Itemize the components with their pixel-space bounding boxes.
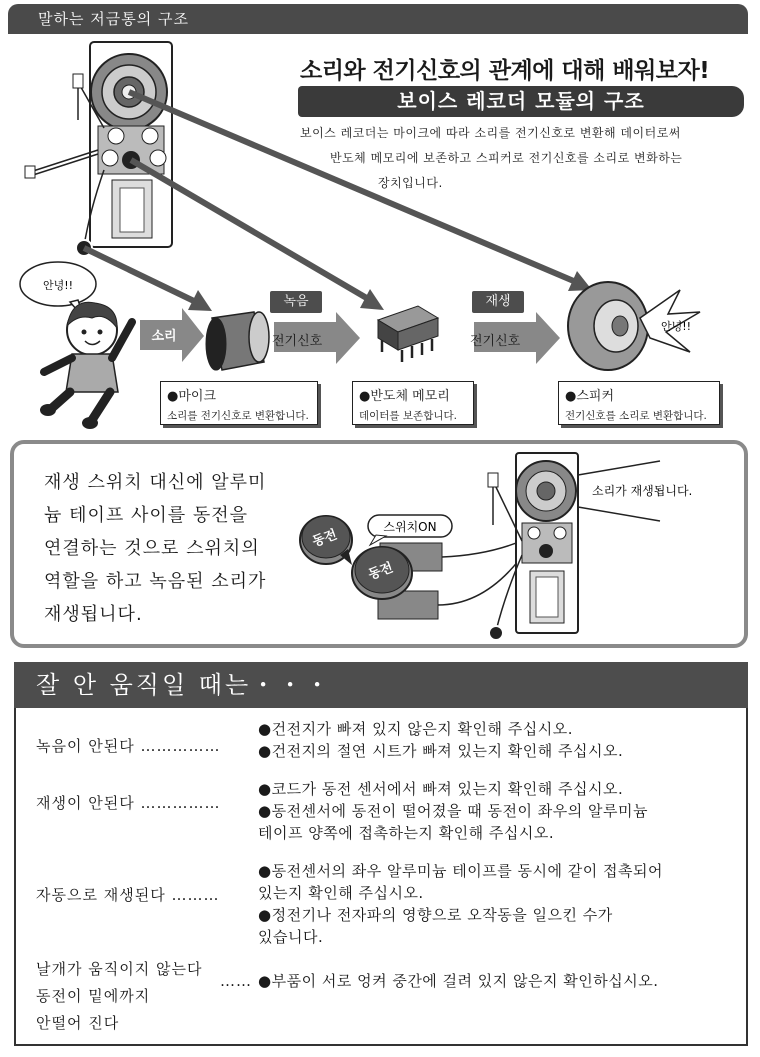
speaker-label-box: [558, 381, 720, 425]
solution-wings: ●부품이 서로 엉켜 중간에 걸려 있지 않은지 확인하십시오.: [258, 972, 659, 990]
memory-chip-illustration: [378, 306, 438, 362]
description-line-1: 보이스 레코더는 마이크에 따라 소리를 전기신호로 변환해 데이터로써: [300, 126, 681, 140]
recorder-diagram: [0, 0, 760, 440]
problem-record: 녹음이 안된다 ……………: [36, 737, 221, 755]
coin-label-1: 동전: [310, 527, 340, 551]
problem-playback: 재생이 안된다 ……………: [36, 794, 221, 812]
mic-label-box: [160, 381, 318, 425]
memory-desc: 데이터를 보존합니다.: [359, 410, 457, 422]
memory-name: ●반도체 메모리: [359, 389, 450, 404]
description-line-2: 반도체 메모리에 보존하고 스피커로 전기신호를 소리로 변화하는: [330, 151, 683, 165]
coin-label-2: 동전: [366, 560, 396, 584]
speaker-desc: 전기신호를 소리로 변환합니다.: [565, 410, 707, 422]
problem-wings-line-3: 안떨어 진다: [36, 1014, 120, 1032]
boy-speech-text: 안녕!!: [42, 279, 74, 292]
sound-plays-label: 소리가 재생됩니다.: [592, 484, 693, 498]
speaker-name: ●스피커: [565, 389, 615, 404]
play-tag: 재생: [472, 291, 524, 313]
switch-on-label: 스위치ON: [383, 520, 437, 534]
coin-switch-diagram: [290, 445, 740, 645]
signal-label-2: 전기신호: [470, 334, 521, 349]
sound-label: 소리: [151, 329, 177, 344]
problem-wings-line-1: 날개가 움직이지 않는다: [36, 960, 203, 978]
solution-auto-play: ●동전센서의 좌우 알루미늄 테이프를 동시에 같이 접촉되어 있는지 확인해 주십시오. ●정전기나 전자파의 영향으로 오작동을 일으킨 수가 있습니다.: [258, 862, 663, 946]
problem-wings-dots: ……: [220, 972, 252, 990]
troubleshooting-title: 잘 안 움직일 때는・・・: [14, 662, 748, 708]
record-tag: 녹음: [270, 291, 322, 313]
switch-explanation: 재생 스위치 대신에 알루미 늄 테이프 사이를 동전을 연결하는 것으로 스위치의 역할을 하고 녹음된 소리가 재생됩니다.: [44, 472, 267, 625]
microphone-illustration: [206, 312, 269, 370]
sub-title: 보이스 레코더 모듈의 구조: [298, 86, 744, 117]
mic-desc: 소리를 전기신호로 변환합니다.: [167, 410, 309, 422]
speaker-speech-text: 안녕!!: [660, 320, 692, 333]
memory-label-box: [352, 381, 474, 425]
section-banner: 말하는 저금통의 구조: [8, 4, 748, 34]
recorder-module-illustration: [25, 42, 172, 256]
main-title: 소리와 전기신호의 관계에 대해 배워보자!: [300, 58, 710, 84]
description-line-3: 장치입니다.: [378, 176, 443, 190]
problem-auto-play: 자동으로 재생된다 ………: [36, 886, 220, 904]
signal-label-1: 전기신호: [272, 334, 323, 349]
mic-name: ●마이크: [167, 389, 217, 404]
problem-wings-line-2: 동전이 밑에까지: [36, 987, 151, 1005]
boy-illustration: [20, 262, 132, 429]
solution-record: ●건전지가 빠져 있지 않은지 확인해 주십시오. ●건전지의 절연 시트가 빠져 있는지 확인해 주십시오.: [258, 720, 624, 760]
solution-playback: ●코드가 동전 센서에서 빠져 있는지 확인해 주십시오. ●동전센서에 동전이 떨어졌을 때 동전이 좌우의 알루미늄 테이프 양쪽에 접촉하는지 확인해 주십시오.: [258, 780, 648, 842]
